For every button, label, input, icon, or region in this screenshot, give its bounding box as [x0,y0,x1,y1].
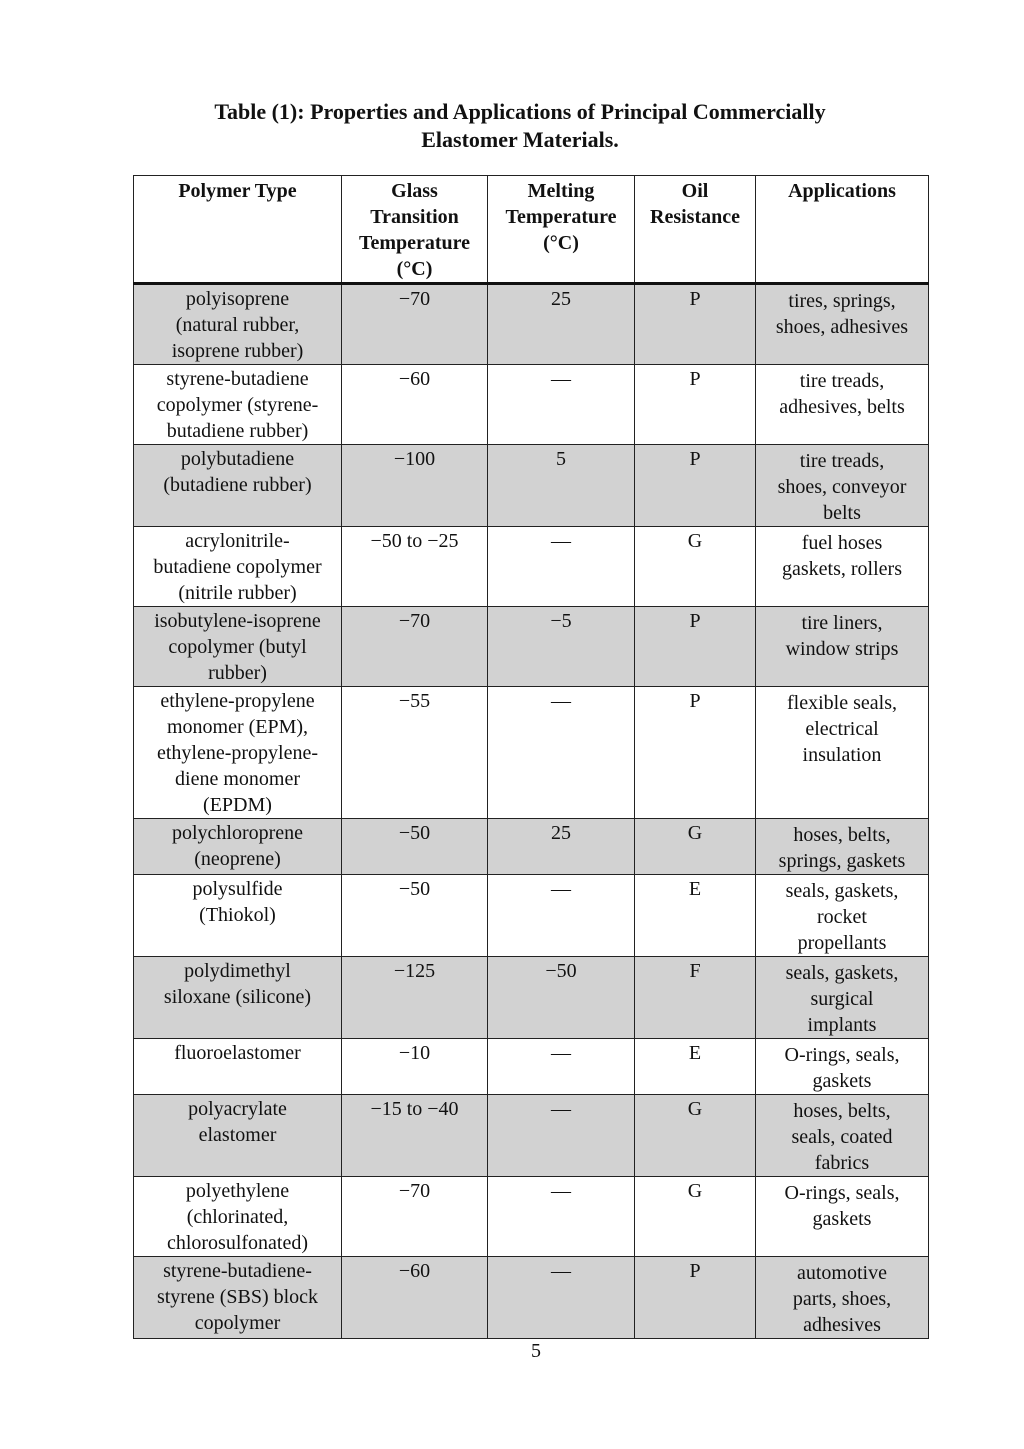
tg-cell: −55 [342,687,488,819]
polymer-cell: ethylene-propylene monomer (EPM), ethylene-propylene- diene monomer (EPDM) [134,687,342,819]
tg-cell: −50 [342,819,488,875]
polymer-cell: acrylonitrile- butadiene copolymer (nitrile rubber) [134,527,342,607]
tg-cell: −60 [342,1257,488,1339]
header-melting-temperature: Melting Temperature (°C) [488,176,635,284]
oil-cell: P [635,687,756,819]
polymer-cell: styrene-butadiene copolymer (styrene- butadiene rubber) [134,365,342,445]
polymer-cell: polybutadiene (butadiene rubber) [134,445,342,527]
tm-cell: — [488,527,635,607]
elastomer-properties-table [133,175,929,1339]
applications-cell: O-rings, seals, gaskets [756,1039,929,1095]
applications-cell: tire liners, window strips [756,607,929,687]
applications-cell: O-rings, seals, gaskets [756,1177,929,1257]
tm-cell: 5 [488,445,635,527]
oil-cell: P [635,1257,756,1339]
polymer-cell: polysulfide (Thiokol) [134,875,342,957]
caption-line-1: Table (1): Properties and Applications of Principal Commercially [214,99,826,124]
tg-cell: −60 [342,365,488,445]
tg-cell: −125 [342,957,488,1039]
polymer-cell: fluoroelastomer [134,1039,342,1095]
applications-cell: tire treads, adhesives, belts [756,365,929,445]
table-row [134,1177,929,1257]
table-row [134,527,929,607]
table-row [134,1039,929,1095]
oil-cell: P [635,607,756,687]
applications-cell: hoses, belts, springs, gaskets [756,819,929,875]
applications-cell: automotive parts, shoes, adhesives [756,1257,929,1339]
polymer-cell: polychloroprene (neoprene) [134,819,342,875]
polymer-cell: isobutylene-isoprene copolymer (butyl rubber) [134,607,342,687]
table-row [134,607,929,687]
applications-cell: tires, springs, shoes, adhesives [756,284,929,365]
applications-cell: tire treads, shoes, conveyor belts [756,445,929,527]
applications-cell: fuel hoses gaskets, rollers [756,527,929,607]
tm-cell: 25 [488,819,635,875]
polymer-cell: styrene-butadiene- styrene (SBS) block copolymer [134,1257,342,1339]
tm-cell: −5 [488,607,635,687]
oil-cell: F [635,957,756,1039]
oil-cell: P [635,445,756,527]
header-applications: Applications [756,176,929,284]
tg-cell: −50 [342,875,488,957]
tm-cell: — [488,687,635,819]
oil-cell: P [635,365,756,445]
applications-cell: flexible seals, electrical insulation [756,687,929,819]
table-row [134,1257,929,1339]
oil-cell: G [635,1177,756,1257]
table-row [134,875,929,957]
tg-cell: −70 [342,1177,488,1257]
tg-cell: −70 [342,607,488,687]
header-polymer-type: Polymer Type [134,176,342,284]
oil-cell: G [635,1095,756,1177]
polymer-cell: polyisoprene (natural rubber, isoprene rubber) [134,284,342,365]
applications-cell: seals, gaskets, rocket propellants [756,875,929,957]
header-glass-transition: Glass Transition Temperature (°C) [342,176,488,284]
applications-cell: seals, gaskets, surgical implants [756,957,929,1039]
table-row [134,365,929,445]
polymer-cell: polyethylene (chlorinated, chlorosulfonated) [134,1177,342,1257]
tg-cell: −70 [342,284,488,365]
tg-cell: −15 to −40 [342,1095,488,1177]
applications-cell: hoses, belts, seals, coated fabrics [756,1095,929,1177]
tm-cell: — [488,1095,635,1177]
oil-cell: P [635,284,756,365]
polymer-cell: polydimethyl siloxane (silicone) [134,957,342,1039]
tg-cell: −50 to −25 [342,527,488,607]
oil-cell: E [635,875,756,957]
table-row [134,445,929,527]
tg-cell: −10 [342,1039,488,1095]
tg-cell: −100 [342,445,488,527]
tm-cell: — [488,1039,635,1095]
table-caption [120,98,920,154]
tm-cell: — [488,365,635,445]
table-row [134,284,929,365]
header-oil-resistance: Oil Resistance [635,176,756,284]
oil-cell: G [635,527,756,607]
oil-cell: G [635,819,756,875]
table-row [134,687,929,819]
header-row [134,176,929,284]
tm-cell: — [488,875,635,957]
oil-cell: E [635,1039,756,1095]
caption-line-2: Elastomer Materials. [421,127,619,152]
page-number: 5 [531,1340,541,1362]
tm-cell: 25 [488,284,635,365]
tm-cell: −50 [488,957,635,1039]
table-row [134,1095,929,1177]
table-row [134,957,929,1039]
table-row [134,819,929,875]
tm-cell: — [488,1257,635,1339]
tm-cell: — [488,1177,635,1257]
polymer-cell: polyacrylate elastomer [134,1095,342,1177]
